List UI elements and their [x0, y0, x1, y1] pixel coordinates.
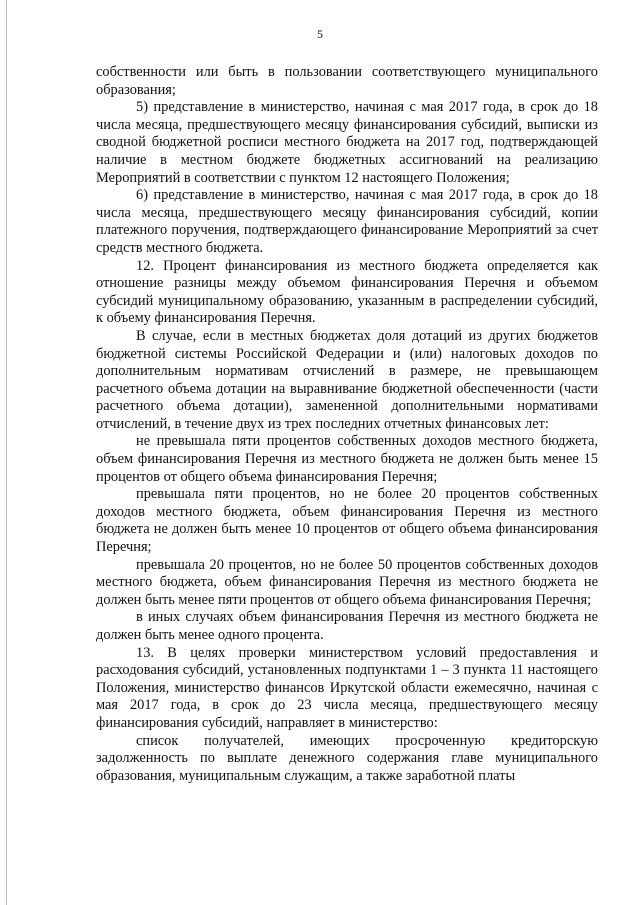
paragraph-continuation: собственности или быть в пользовании соответствующего муниципального образования;	[96, 64, 598, 98]
paragraph-case-2: превышала пяти процентов, но не более 20 процентов собственных доходов местного бюджета, объем финансирования Перечня из местного бюджета не должен быть менее 10 процентов от общего объема финансирования Перечня;	[96, 486, 598, 556]
paragraph-case-3: превышала 20 процентов, но не более 50 процентов собственных доходов местного бюджета, объем финансирования Перечня из местного бюджета не должен быть менее пяти процентов от общего объема финансирования Перечня;	[96, 556, 598, 608]
paragraph-clause-12: 12. Процент финансирования из местного бюджета определяется как отношение разницы между объемом финансирования Перечня и объемом субсидий муниципальному образованию, указанным в распределении субсидий, к объему финансирования Перечня.	[96, 257, 598, 327]
page-number: 5	[317, 27, 323, 41]
paragraph-case-1: не превышала пяти процентов собственных доходов местного бюджета, объем финансирования Перечня из местного бюджета не должен быть менее 15 процентов от общего объема финансирования Перечня;	[96, 433, 598, 485]
paragraph-case-other: в иных случаях объем финансирования Перечня из местного бюджета не должен быть менее одного процента.	[96, 609, 598, 643]
paragraph-condition: В случае, если в местных бюджетах доля дотаций из других бюджетов бюджетной системы Российской Федерации и (или) налоговых доходов по дополнительным нормативам отчислений в размере, не превышающем расчетного объема дотации на выравнивание бюджетной обеспеченности (части расчетного объема дотации), замененной дополнительными нормативами отчислений, в течение двух из трех последних отчетных финансовых лет:	[96, 327, 598, 432]
paragraph-list-recipients: список получателей, имеющих просроченную кредиторскую задолженность по выплате денежного содержания главе муниципального образования, муниципальным служащим, а также заработной платы	[96, 732, 598, 784]
paragraph-item-6: 6) представление в министерство, начиная с мая 2017 года, в срок до 18 числа месяца, предшествующего месяцу финансирования субсидий, копии платежного поручения, подтверждающего финансирование Мероприятий за счет средств местного бюджета.	[96, 187, 598, 256]
paragraph-item-5: 5) представление в министерство, начиная с мая 2017 года, в срок до 18 числа месяца, предшествующего месяцу финансирования субсидий, выписки из сводной бюджетной росписи местного бюджета на 2017 год, подтверждающей наличие в местном бюджете бюджетных ассигнований на реализацию Мероприятий в соответствии с пунктом 12 настоящего Положения;	[96, 99, 598, 186]
page-edge-line	[6, 0, 7, 905]
document-body	[96, 64, 598, 785]
paragraph-clause-13: 13. В целях проверки министерством условий предоставления и расходования субсидий, установленных подпунктами 1 – 3 пункта 11 настоящего Положения, министерство финансов Иркутской области ежемесячно, начиная с мая 2017 года, в срок до 23 числа месяца, предшествующего месяцу финансирования субсидий, направляет в министерство:	[96, 644, 598, 731]
